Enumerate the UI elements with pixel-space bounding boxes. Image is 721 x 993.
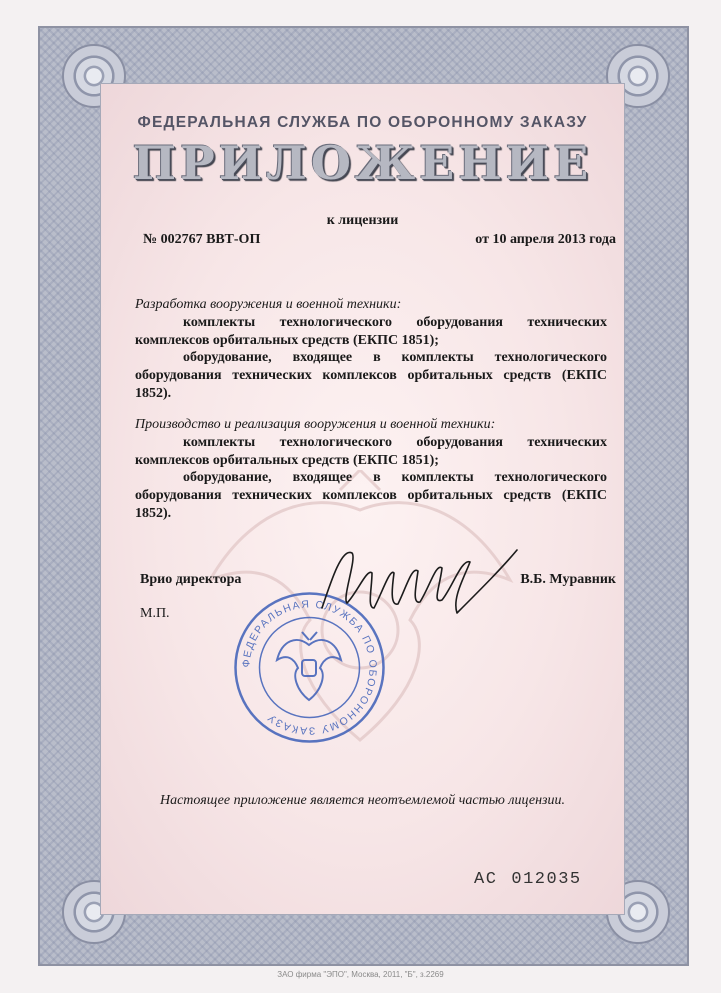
signatory-name: В.Б. Муравник [520,572,616,587]
to-license-label: к лицензии [326,213,399,228]
section-item: оборудование, входящее в комплекты технологического оборудования технических комплексов орбитальных средств (ЕКПС 1852). [135,470,607,521]
double-headed-eagle-icon [277,632,341,700]
appendix-note: Настоящее приложение является неотъемлемой частью лицензии. [159,793,566,808]
license-number: № 002767 ВВТ-ОП [143,232,261,247]
section-production [135,416,607,523]
signatory-role: Врио директора [140,572,242,587]
section-heading: Разработка вооружения и военной техники: [135,297,402,312]
seal-place-label: М.П. [140,606,170,621]
stamp-text: ФЕДЕРАЛЬНАЯ СЛУЖБА ПО ОБОРОННОМУ ЗАКАЗУ [240,598,379,737]
form-serial [474,870,582,889]
printer-imprint: ЗАО фирма "ЭПО", Москва, 2011, "Б", з.2269 [277,970,444,979]
section-item: комплекты технологического оборудования технических комплексов орбитальных средств (ЕКПС 1851); [135,314,607,348]
director-signature [312,538,522,628]
section-heading: Производство и реализация вооружения и военной техники: [135,417,496,432]
license-date: от 10 апреля 2013 года [475,232,616,247]
issuing-organization: ФЕДЕРАЛЬНАЯ СЛУЖБА ПО ОБОРОННОМУ ЗАКАЗУ [137,114,588,131]
serial-series: АС [474,870,498,889]
section-item: комплекты технологического оборудования технических комплексов орбитальных средств (ЕКПС 1851); [135,434,607,468]
section-item: оборудование, входящее в комплекты технологического оборудования технических комплексов орбитальных средств (ЕКПС 1852). [135,350,607,401]
document-title: ПРИЛОЖЕНИЕ [132,136,593,190]
serial-number: 012035 [511,870,582,889]
section-development [135,296,607,403]
